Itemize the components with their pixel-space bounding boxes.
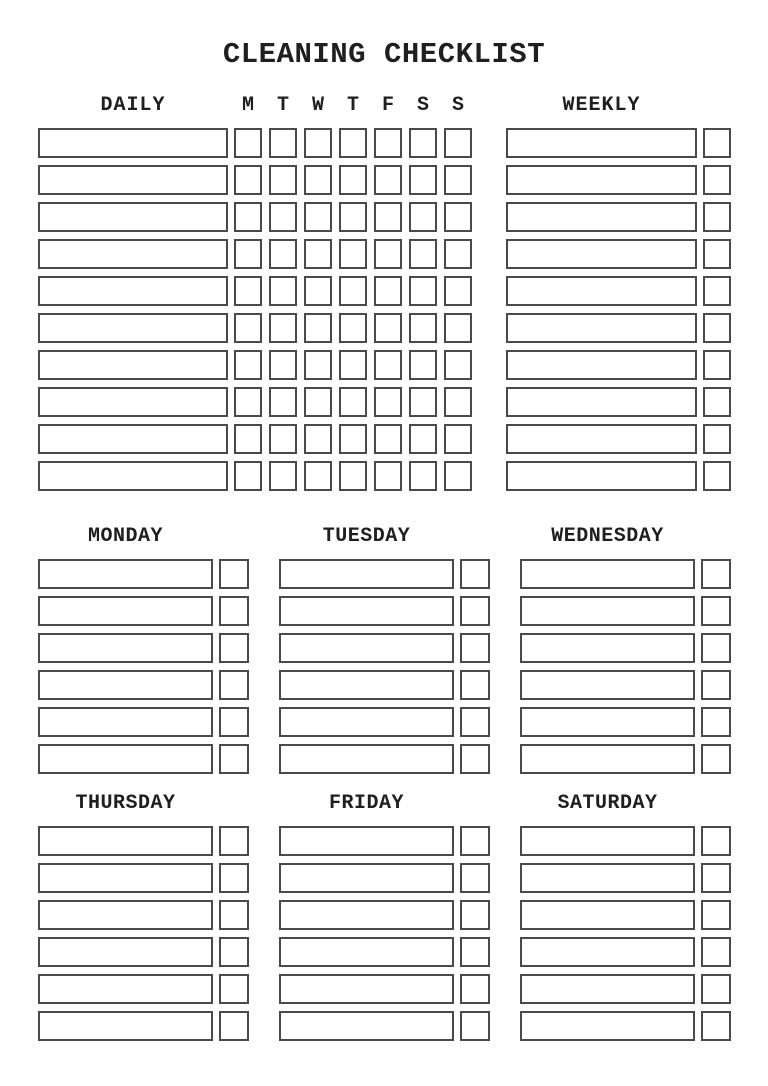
daily-weekly-row [38,165,731,195]
day-task-row [38,900,249,930]
day-task-checkbox[interactable] [701,744,731,774]
checkbox-friday[interactable] [374,276,402,306]
day-task-checkbox[interactable] [460,826,490,856]
daily-task-field[interactable] [38,276,228,306]
day-task-rows [38,559,249,774]
day-task-field[interactable] [279,670,454,700]
daily-task-field[interactable] [38,350,228,380]
weekday-letter-sunday: S [451,94,464,117]
weekday-letter-monday: M [241,94,254,117]
daily-task-field[interactable] [38,424,228,454]
weekly-checkbox[interactable] [703,387,731,417]
checkbox-wednesday[interactable] [304,202,332,232]
day-task-rows [279,559,490,774]
day-task-checkbox[interactable] [460,596,490,626]
weekday-checkbox-group [234,424,472,454]
weekly-checkbox[interactable] [703,165,731,195]
day-header-spacer [695,527,731,547]
checkbox-tuesday[interactable] [269,387,297,417]
weekday-checkbox-group [234,165,472,195]
day-task-checkbox[interactable] [460,863,490,893]
weekly-heading: WEEKLY [562,94,641,117]
weekday-letter-wednesday: W [311,94,324,117]
day-task-row [279,1011,490,1041]
day-task-field[interactable] [279,744,454,774]
checkbox-wednesday[interactable] [304,387,332,417]
checkbox-friday[interactable] [374,461,402,491]
checkbox-thursday[interactable] [339,202,367,232]
day-task-field[interactable] [38,559,213,589]
day-header-spacer [213,794,249,814]
checkbox-tuesday[interactable] [269,461,297,491]
day-heading-monday: MONDAY [87,525,163,548]
day-task-checkbox[interactable] [701,633,731,663]
weekday-checkbox-group [234,128,472,158]
checkbox-saturday[interactable] [409,424,437,454]
day-task-row [279,707,490,737]
day-task-checkbox[interactable] [219,596,249,626]
daily-weekly-row [38,424,731,454]
checkbox-tuesday[interactable] [269,424,297,454]
daily-task-field[interactable] [38,239,228,269]
day-task-field[interactable] [279,559,454,589]
day-section [520,794,731,1041]
weekday-letters [234,96,472,116]
day-task-field[interactable] [520,974,695,1004]
checkbox-monday[interactable] [234,424,262,454]
day-task-row [279,974,490,1004]
day-task-field[interactable] [520,863,695,893]
daily-weekly-row [38,239,731,269]
day-task-field[interactable] [38,633,213,663]
day-section [279,527,490,774]
day-task-checkbox[interactable] [460,974,490,1004]
daily-task-field[interactable] [38,461,228,491]
day-task-checkbox[interactable] [460,670,490,700]
day-task-row [520,1011,731,1041]
day-task-checkbox[interactable] [219,744,249,774]
daily-task-field[interactable] [38,128,228,158]
checkbox-saturday[interactable] [409,128,437,158]
day-task-row [38,744,249,774]
weekday-letter-friday: F [381,94,394,117]
day-task-field[interactable] [38,974,213,1004]
daily-task-field[interactable] [38,165,228,195]
day-task-row [38,937,249,967]
day-task-row [38,826,249,856]
day-task-row [520,633,731,663]
weekday-checkbox-group [234,350,472,380]
day-section-header [279,527,490,547]
checkbox-thursday[interactable] [339,313,367,343]
day-section-header [279,794,490,814]
weekly-task-field[interactable] [506,276,697,306]
day-header-spacer [454,794,490,814]
weekly-checkbox[interactable] [703,276,731,306]
day-task-field[interactable] [279,633,454,663]
weekly-task-field[interactable] [506,350,697,380]
day-section [38,794,249,1041]
day-task-field[interactable] [520,826,695,856]
daily-weekly-row [38,350,731,380]
day-heading-friday: FRIDAY [328,792,404,815]
daily-weekly-row [38,276,731,306]
checkbox-thursday[interactable] [339,128,367,158]
day-task-row [279,744,490,774]
day-task-field[interactable] [279,1011,454,1041]
day-task-row [38,633,249,663]
day-task-checkbox[interactable] [460,900,490,930]
day-task-rows [520,826,731,1041]
checkbox-saturday[interactable] [409,276,437,306]
day-task-checkbox[interactable] [701,974,731,1004]
checkbox-monday[interactable] [234,387,262,417]
checkbox-wednesday[interactable] [304,276,332,306]
daily-heading: DAILY [100,94,166,117]
checkbox-monday[interactable] [234,128,262,158]
weekly-checkbox[interactable] [703,239,731,269]
checkbox-saturday[interactable] [409,202,437,232]
day-task-row [38,863,249,893]
day-task-row [520,974,731,1004]
day-section-header [520,527,731,547]
checkbox-saturday[interactable] [409,313,437,343]
day-task-row [38,596,249,626]
day-heading-thursday: THURSDAY [75,792,176,815]
weekday-checkbox-group [234,461,472,491]
checkbox-wednesday[interactable] [304,165,332,195]
day-task-row [520,670,731,700]
day-task-row [38,670,249,700]
day-task-checkbox[interactable] [701,1011,731,1041]
top-section-header [38,96,731,116]
checkbox-sunday[interactable] [444,424,472,454]
checkbox-monday[interactable] [234,313,262,343]
day-task-checkbox[interactable] [701,670,731,700]
daily-task-field[interactable] [38,313,228,343]
day-task-checkbox[interactable] [219,937,249,967]
day-task-row [520,826,731,856]
day-task-field[interactable] [279,900,454,930]
checkbox-thursday[interactable] [339,424,367,454]
checkbox-monday[interactable] [234,350,262,380]
checkbox-saturday[interactable] [409,350,437,380]
daily-weekly-row [38,202,731,232]
day-header-spacer [695,794,731,814]
checkbox-monday[interactable] [234,239,262,269]
weekly-task-field[interactable] [506,128,697,158]
checkbox-tuesday[interactable] [269,128,297,158]
checkbox-sunday[interactable] [444,387,472,417]
weekly-checkbox[interactable] [703,424,731,454]
checkbox-saturday[interactable] [409,239,437,269]
checkbox-wednesday[interactable] [304,350,332,380]
day-task-checkbox[interactable] [701,559,731,589]
day-task-row [279,826,490,856]
weekly-task-field[interactable] [506,165,697,195]
day-sections-grid [38,527,731,1041]
day-task-checkbox[interactable] [460,1011,490,1041]
checkbox-saturday[interactable] [409,461,437,491]
day-task-row [520,596,731,626]
checkbox-wednesday[interactable] [304,424,332,454]
day-task-field[interactable] [38,707,213,737]
checkbox-wednesday[interactable] [304,313,332,343]
checkbox-thursday[interactable] [339,461,367,491]
day-task-row [38,1011,249,1041]
day-task-row [520,744,731,774]
weekly-task-field[interactable] [506,313,697,343]
day-task-field[interactable] [38,937,213,967]
day-task-field[interactable] [520,633,695,663]
day-task-checkbox[interactable] [460,937,490,967]
day-task-checkbox[interactable] [219,826,249,856]
weekly-task-field[interactable] [506,239,697,269]
checkbox-thursday[interactable] [339,387,367,417]
day-task-field[interactable] [520,937,695,967]
day-task-row [279,596,490,626]
day-task-row [520,707,731,737]
day-task-row [279,863,490,893]
checkbox-sunday[interactable] [444,239,472,269]
day-task-row [520,559,731,589]
day-task-field[interactable] [38,596,213,626]
day-task-checkbox[interactable] [219,559,249,589]
day-task-field[interactable] [520,744,695,774]
page-content [0,96,768,1041]
checkbox-monday[interactable] [234,461,262,491]
checkbox-sunday[interactable] [444,202,472,232]
day-task-checkbox[interactable] [701,937,731,967]
weekly-task-field[interactable] [506,424,697,454]
checkbox-friday[interactable] [374,313,402,343]
checkbox-tuesday[interactable] [269,313,297,343]
day-task-checkbox[interactable] [219,900,249,930]
day-section [38,527,249,774]
weekly-checkbox[interactable] [703,128,731,158]
checkbox-sunday[interactable] [444,313,472,343]
day-task-field[interactable] [279,596,454,626]
weekly-checkbox[interactable] [703,461,731,491]
daily-weekly-row [38,387,731,417]
day-task-field[interactable] [520,559,695,589]
weekly-task-field[interactable] [506,202,697,232]
day-task-rows [520,559,731,774]
checkbox-sunday[interactable] [444,350,472,380]
checkbox-friday[interactable] [374,128,402,158]
weekday-checkbox-group [234,387,472,417]
day-task-checkbox[interactable] [219,974,249,1004]
day-task-row [38,974,249,1004]
day-task-field[interactable] [38,863,213,893]
day-task-checkbox[interactable] [460,707,490,737]
day-task-checkbox[interactable] [460,559,490,589]
checkbox-sunday[interactable] [444,128,472,158]
day-task-checkbox[interactable] [701,826,731,856]
day-task-field[interactable] [279,863,454,893]
checkbox-tuesday[interactable] [269,350,297,380]
day-task-field[interactable] [279,826,454,856]
daily-task-field[interactable] [38,202,228,232]
checkbox-thursday[interactable] [339,165,367,195]
checkbox-sunday[interactable] [444,165,472,195]
day-task-row [279,559,490,589]
day-task-checkbox[interactable] [219,633,249,663]
day-task-row [38,559,249,589]
checkbox-saturday[interactable] [409,387,437,417]
day-heading-saturday: SATURDAY [557,792,658,815]
day-task-checkbox[interactable] [460,744,490,774]
weekday-checkbox-group [234,313,472,343]
checkbox-tuesday[interactable] [269,276,297,306]
day-task-row [279,633,490,663]
day-task-field[interactable] [279,937,454,967]
day-header-spacer [213,527,249,547]
checkbox-friday[interactable] [374,202,402,232]
checkbox-thursday[interactable] [339,239,367,269]
day-task-row [520,900,731,930]
checkbox-saturday[interactable] [409,165,437,195]
weekly-task-field[interactable] [506,461,697,491]
day-task-field[interactable] [279,707,454,737]
daily-weekly-row [38,461,731,491]
weekday-letter-saturday: S [416,94,429,117]
daily-weekly-row [38,313,731,343]
weekday-checkbox-group [234,239,472,269]
checkbox-sunday[interactable] [444,461,472,491]
weekday-letter-tuesday: T [276,94,289,117]
weekly-task-field[interactable] [506,387,697,417]
day-section-header [520,794,731,814]
day-task-field[interactable] [520,1011,695,1041]
day-task-row [279,670,490,700]
day-heading-tuesday: TUESDAY [322,525,411,548]
checkbox-monday[interactable] [234,202,262,232]
checkbox-sunday[interactable] [444,276,472,306]
daily-task-field[interactable] [38,387,228,417]
checkbox-wednesday[interactable] [304,461,332,491]
weekly-checkbox[interactable] [703,313,731,343]
day-section [520,527,731,774]
weekly-checkbox[interactable] [703,350,731,380]
weekday-checkbox-group [234,276,472,306]
weekly-checkbox[interactable] [703,202,731,232]
checkbox-friday[interactable] [374,387,402,417]
day-task-field[interactable] [38,826,213,856]
weekday-checkbox-group [234,202,472,232]
day-task-field[interactable] [520,900,695,930]
checkbox-thursday[interactable] [339,276,367,306]
checkbox-thursday[interactable] [339,350,367,380]
checkbox-tuesday[interactable] [269,202,297,232]
day-task-checkbox[interactable] [219,670,249,700]
day-task-field[interactable] [520,596,695,626]
day-task-row [520,863,731,893]
day-task-checkbox[interactable] [701,707,731,737]
checkbox-wednesday[interactable] [304,128,332,158]
day-header-spacer [454,527,490,547]
checkbox-friday[interactable] [374,165,402,195]
daily-weekly-rows [38,128,731,491]
day-task-checkbox[interactable] [701,596,731,626]
day-section [279,794,490,1041]
checkbox-wednesday[interactable] [304,239,332,269]
day-task-checkbox[interactable] [219,863,249,893]
daily-weekly-row [38,128,731,158]
weekday-letter-thursday: T [346,94,359,117]
day-task-checkbox[interactable] [219,707,249,737]
day-task-field[interactable] [38,900,213,930]
page-title: CLEANING CHECKLIST [222,38,546,71]
day-task-row [38,707,249,737]
day-task-row [279,937,490,967]
day-task-checkbox[interactable] [460,633,490,663]
day-heading-wednesday: WEDNESDAY [551,525,664,548]
day-task-checkbox[interactable] [701,900,731,930]
day-task-checkbox[interactable] [219,1011,249,1041]
day-task-row [279,900,490,930]
checkbox-friday[interactable] [374,239,402,269]
day-task-field[interactable] [38,1011,213,1041]
day-section-header [38,527,249,547]
checkbox-friday[interactable] [374,350,402,380]
day-task-field[interactable] [38,744,213,774]
day-task-field[interactable] [520,670,695,700]
day-task-field[interactable] [520,707,695,737]
checkbox-monday[interactable] [234,165,262,195]
day-task-rows [279,826,490,1041]
checkbox-tuesday[interactable] [269,165,297,195]
day-task-row [520,937,731,967]
checkbox-friday[interactable] [374,424,402,454]
day-task-field[interactable] [279,974,454,1004]
day-section-header [38,794,249,814]
day-task-rows [38,826,249,1041]
checkbox-tuesday[interactable] [269,239,297,269]
day-task-checkbox[interactable] [701,863,731,893]
checkbox-monday[interactable] [234,276,262,306]
day-task-field[interactable] [38,670,213,700]
